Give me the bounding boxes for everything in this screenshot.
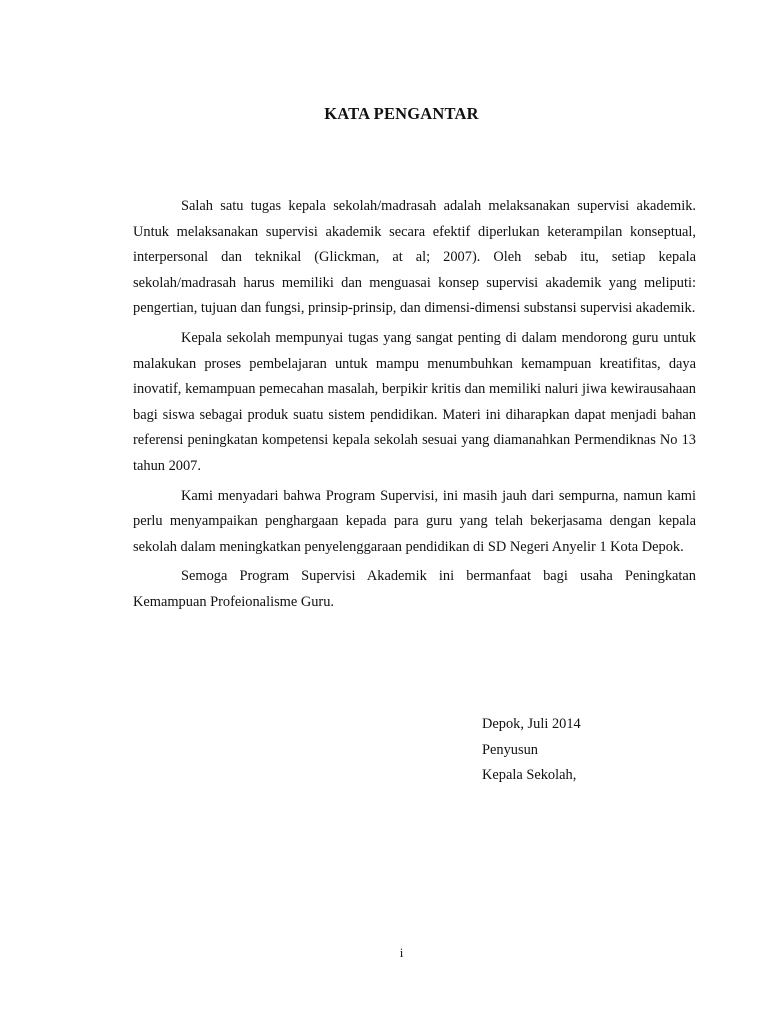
page-number: i xyxy=(399,945,404,960)
signature-place-date: Depok, Juli 2014 xyxy=(482,716,581,732)
body-text xyxy=(133,194,696,620)
signature-block xyxy=(482,712,581,789)
paragraph-4: Semoga Program Supervisi Akademik ini bermanfaat bagi usaha Peningkatan Kemampuan Profeionalisme Guru. xyxy=(133,568,696,610)
paragraph-1: Salah satu tugas kepala sekolah/madrasah adalah melaksanakan supervisi akademik. Untuk melaksanakan supervisi akademik secara efektif diperlukan keterampilan konseptual, interpersonal dan teknikal (Glickman, at al; 2007). Oleh sebab itu, setiap kepala sekolah/madrasah harus memiliki dan menguasai konsep supervisi akademik yang meliputi: pengertian, tujuan dan fungsi, prinsip-prinsip, dan dimensi-dimensi substansi supervisi akademik. xyxy=(133,198,696,317)
signature-role: Penyusun xyxy=(482,741,538,758)
paragraph-2: Kepala sekolah mempunyai tugas yang sangat penting di dalam mendorong guru untuk malakukan proses pembelajaran untuk mampu menumbuhkan kemampuan kreatifitas, daya inovatif, kemampuan pemecahan masalah, berpikir kritis dan memiliki naluri jiwa kewirausahaan bagi siswa sebagai produk suatu sistem pendidikan. Materi ini diharapkan dapat menjadi bahan referensi peningkatan kompetensi kepala sekolah sesuai yang diamanahkan Permendiknas No 13 tahun 2007. xyxy=(133,329,696,474)
signature-position: Kepala Sekolah, xyxy=(482,767,577,784)
paragraph-3: Kami menyadari bahwa Program Supervisi, ini masih jauh dari sempurna, namun kami perlu menyampaikan penghargaan kepada para guru yang telah bekerjasama dengan kepala sekolah dalam meningkatkan penyelenggaraan pendidikan di SD Negeri Anyelir 1 Kota Depok. xyxy=(133,487,696,555)
page-title: KATA PENGANTAR xyxy=(324,104,479,123)
